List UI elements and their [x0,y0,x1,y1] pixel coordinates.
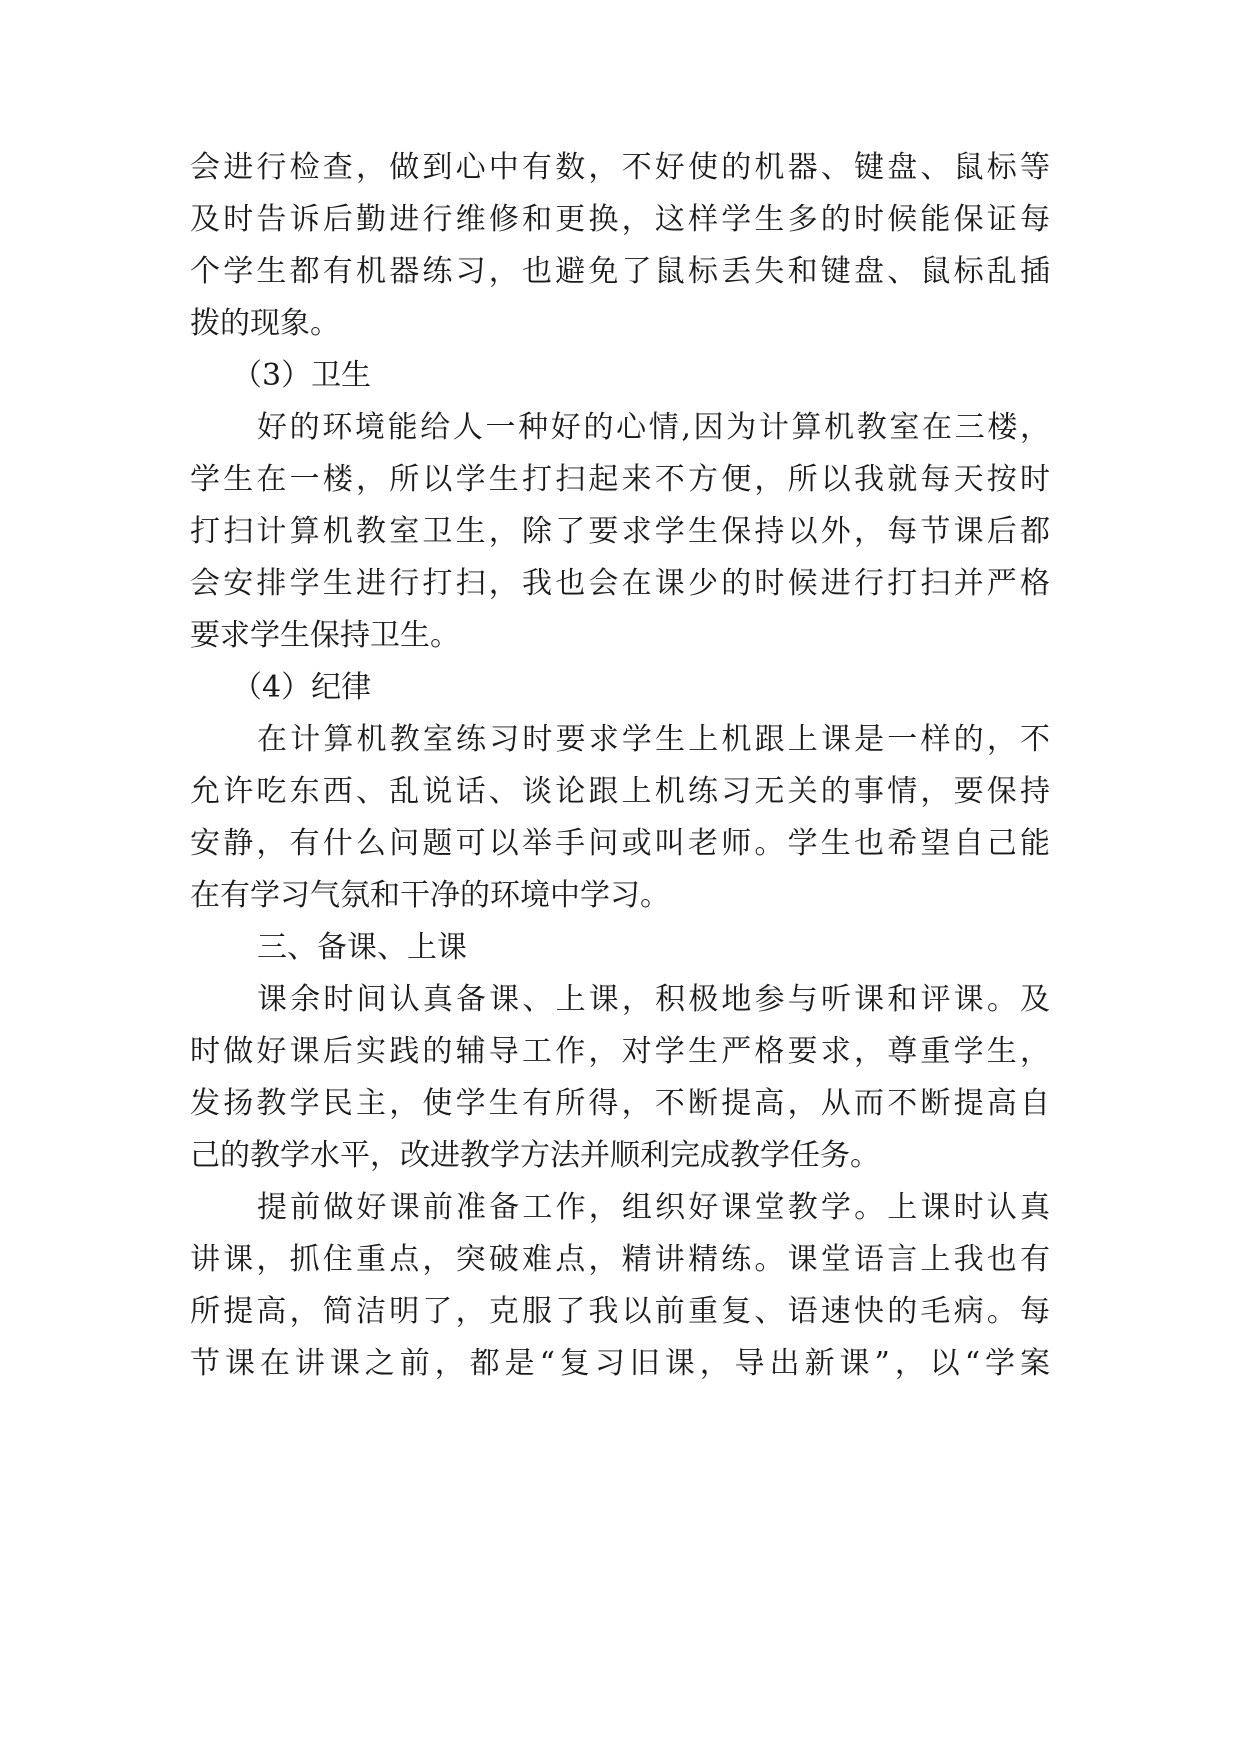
paragraph-line: 要求学生保持卫生。 [190,618,460,653]
paragraph-line: 在有学习气氛和干净的环境中学习。 [190,878,670,913]
paragraph-line: 在计算机教室练习时要求学生上机跟上课是一样的，不 [257,722,1050,757]
paragraph-line: 及时告诉后勤进行维修和更换，这样学生多的时候能保证每 [190,202,1050,237]
subheading-discipline: （4）纪律 [232,670,372,705]
paragraph-line: 讲课，抓住重点，突破难点，精讲精练。课堂语言上我也有 [190,1242,1050,1277]
paragraph-line: 提前做好课前准备工作，组织好课堂教学。上课时认真 [257,1190,1050,1225]
paragraph-line: 学生在一楼，所以学生打扫起来不方便，所以我就每天按时 [190,462,1050,497]
paragraph-line: 会安排学生进行打扫，我也会在课少的时候进行打扫并严格 [190,566,1050,601]
paragraph-line: 己的教学水平，改进教学方法并顺利完成教学任务。 [190,1138,880,1173]
paragraph-line: 好的环境能给人一种好的心情,因为计算机教室在三楼， [257,410,1050,445]
paragraph-line: 课余时间认真备课、上课，积极地参与听课和评课。及 [257,982,1050,1017]
paragraph-line: 安静，有什么问题可以举手问或叫老师。学生也希望自己能 [190,826,1050,861]
paragraph-line: 个学生都有机器练习，也避免了鼠标丢失和键盘、鼠标乱插 [190,254,1050,289]
paragraph-line: 打扫计算机教室卫生，除了要求学生保持以外，每节课后都 [190,514,1050,549]
paragraph-line: 拨的现象。 [190,306,340,341]
paragraph-line: 会进行检查，做到心中有数，不好使的机器、键盘、鼠标等 [190,150,1050,185]
paragraph-line: 时做好课后实践的辅导工作，对学生严格要求，尊重学生， [190,1034,1050,1069]
subheading-hygiene: （3）卫生 [232,358,372,393]
paragraph-line: 节课在讲课之前，都是“复习旧课，导出新课”，以“学案 [190,1346,1050,1381]
paragraph-line: 允许吃东西、乱说话、谈论跟上机练习无关的事情，要保持 [190,774,1050,809]
paragraph-line: 所提高，简洁明了，克服了我以前重复、语速快的毛病。每 [190,1294,1050,1329]
paragraph-line: 发扬教学民主，使学生有所得，不断提高，从而不断提高自 [190,1086,1050,1121]
section-heading-prep: 三、备课、上课 [257,930,467,965]
